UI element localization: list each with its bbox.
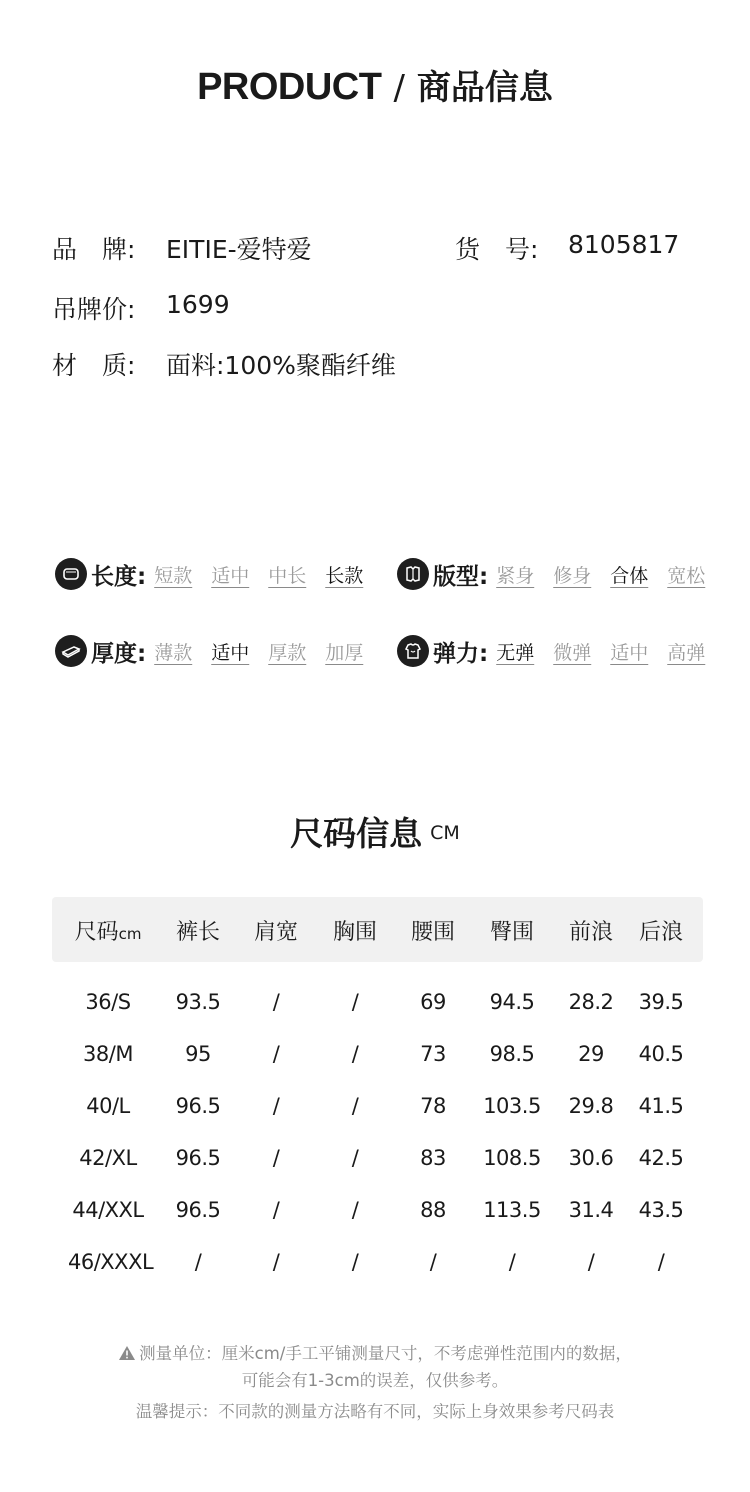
fit-option: 紧身	[496, 564, 535, 587]
table-cell: /	[272, 1094, 280, 1118]
table-header-cell: 臀围	[489, 920, 534, 945]
material-value: 面料:100%聚酯纤维	[166, 351, 396, 380]
table-cell: 29.8	[568, 1094, 614, 1118]
thickness-option: 薄款	[154, 641, 193, 664]
table-cell: 30.6	[568, 1146, 614, 1170]
thickness-option: 适中	[211, 641, 250, 664]
length-option: 适中	[211, 564, 250, 587]
elasticity-option: 适中	[610, 641, 649, 664]
table-cell: /	[508, 1250, 516, 1274]
table-cell: 39.5	[638, 990, 684, 1014]
table-cell: 83	[420, 1146, 446, 1170]
header-title-en: PRODUCT	[197, 66, 382, 108]
table-cell: /	[272, 1146, 280, 1170]
table-cell: /	[351, 1042, 359, 1066]
brand-value: EITIE-爱特爱	[166, 235, 312, 264]
table-cell: 98.5	[489, 1042, 535, 1066]
elasticity-option: 高弹	[667, 641, 706, 664]
table-cell: 40.5	[638, 1042, 684, 1066]
size-unit: CM	[430, 822, 460, 844]
table-header-cell: 裤长	[175, 920, 220, 945]
table-cell: 38/M	[83, 1042, 133, 1066]
table-cell: 31.4	[568, 1198, 614, 1222]
thickness-option: 厚款	[268, 641, 307, 664]
fit-option: 修身	[553, 564, 592, 587]
table-cell: 94.5	[489, 990, 535, 1014]
length-option: 短款	[154, 564, 193, 587]
warning-icon	[118, 1345, 136, 1365]
table-cell: /	[272, 1250, 280, 1274]
elasticity-option: 无弹	[496, 641, 535, 664]
table-cell: /	[351, 1146, 359, 1170]
elasticity-label: 弹力:	[433, 640, 489, 667]
table-cell: /	[587, 1250, 595, 1274]
table-cell: /	[657, 1250, 665, 1274]
table-cell: 46/XXXL	[68, 1250, 154, 1274]
table-cell: 69	[420, 990, 446, 1014]
fit-option: 宽松	[667, 564, 706, 587]
table-cell: 93.5	[175, 990, 221, 1014]
note-line-2: 可能会有1-3cm的误差，仅供参考。	[241, 1371, 509, 1390]
table-cell: /	[272, 990, 280, 1014]
table-cell: /	[351, 990, 359, 1014]
table-cell: /	[429, 1250, 437, 1274]
table-cell: 40/L	[86, 1094, 130, 1118]
length-option: 长款	[325, 564, 364, 587]
table-cell: /	[272, 1042, 280, 1066]
table-cell: 42.5	[638, 1146, 684, 1170]
table-cell: 43.5	[638, 1198, 684, 1222]
table-cell: 113.5	[483, 1198, 541, 1222]
price-label: 吊牌价:	[52, 295, 136, 324]
header-separator: /	[393, 68, 405, 108]
table-cell: 96.5	[175, 1198, 221, 1222]
material-label: 材 质:	[52, 351, 136, 380]
table-header-cell: 后浪	[638, 920, 683, 945]
table-cell: 95	[185, 1042, 211, 1066]
table-cell: /	[272, 1198, 280, 1222]
table-header-cell: 胸围	[332, 920, 377, 945]
price-value: 1699	[166, 290, 230, 319]
table-header-cell: 腰围	[410, 920, 455, 945]
table-header-unit: cm	[118, 925, 142, 943]
table-cell: 108.5	[483, 1146, 541, 1170]
table-cell: 42/XL	[79, 1146, 137, 1170]
table-cell: 36/S	[85, 990, 131, 1014]
brand-label: 品 牌:	[52, 235, 136, 264]
table-cell: 29	[578, 1042, 604, 1066]
table-cell: /	[194, 1250, 202, 1274]
table-cell: 96.5	[175, 1146, 221, 1170]
table-cell: /	[351, 1250, 359, 1274]
thickness-option: 加厚	[325, 641, 364, 664]
thickness-label: 厚度:	[91, 640, 147, 667]
note-text-1: 测量单位：厘米cm/手工平铺测量尺寸，不考虑弹性范围内的数据，	[139, 1344, 632, 1363]
fit-option: 合体	[610, 564, 649, 587]
table-cell: /	[351, 1198, 359, 1222]
sku-label: 货 号:	[455, 235, 539, 264]
length-label: 长度:	[91, 563, 147, 590]
elasticity-option: 微弹	[553, 641, 592, 664]
table-cell: 28.2	[568, 990, 614, 1014]
header-title-cn: 商品信息	[416, 68, 553, 108]
sku-value: 8105817	[568, 230, 680, 259]
table-header-cell: 前浪	[568, 920, 613, 945]
table-cell: /	[351, 1094, 359, 1118]
table-cell: 78	[420, 1094, 446, 1118]
size-title: 尺码信息	[290, 814, 423, 853]
table-cell: 88	[420, 1198, 446, 1222]
table-header-cell: 肩宽	[253, 920, 298, 945]
fit-label: 版型:	[433, 563, 489, 590]
table-cell: 44/XXL	[72, 1198, 144, 1222]
note-line-3: 温馨提示：不同款的测量方法略有不同，实际上身效果参考尺码表	[135, 1402, 615, 1421]
note-line-1	[0, 1340, 750, 1365]
table-cell: 73	[420, 1042, 446, 1066]
table-cell: 96.5	[175, 1094, 221, 1118]
table-cell: 103.5	[483, 1094, 541, 1118]
length-option: 中长	[268, 564, 307, 587]
table-header-cell: 尺码cm	[74, 920, 142, 945]
table-cell: 41.5	[638, 1094, 684, 1118]
